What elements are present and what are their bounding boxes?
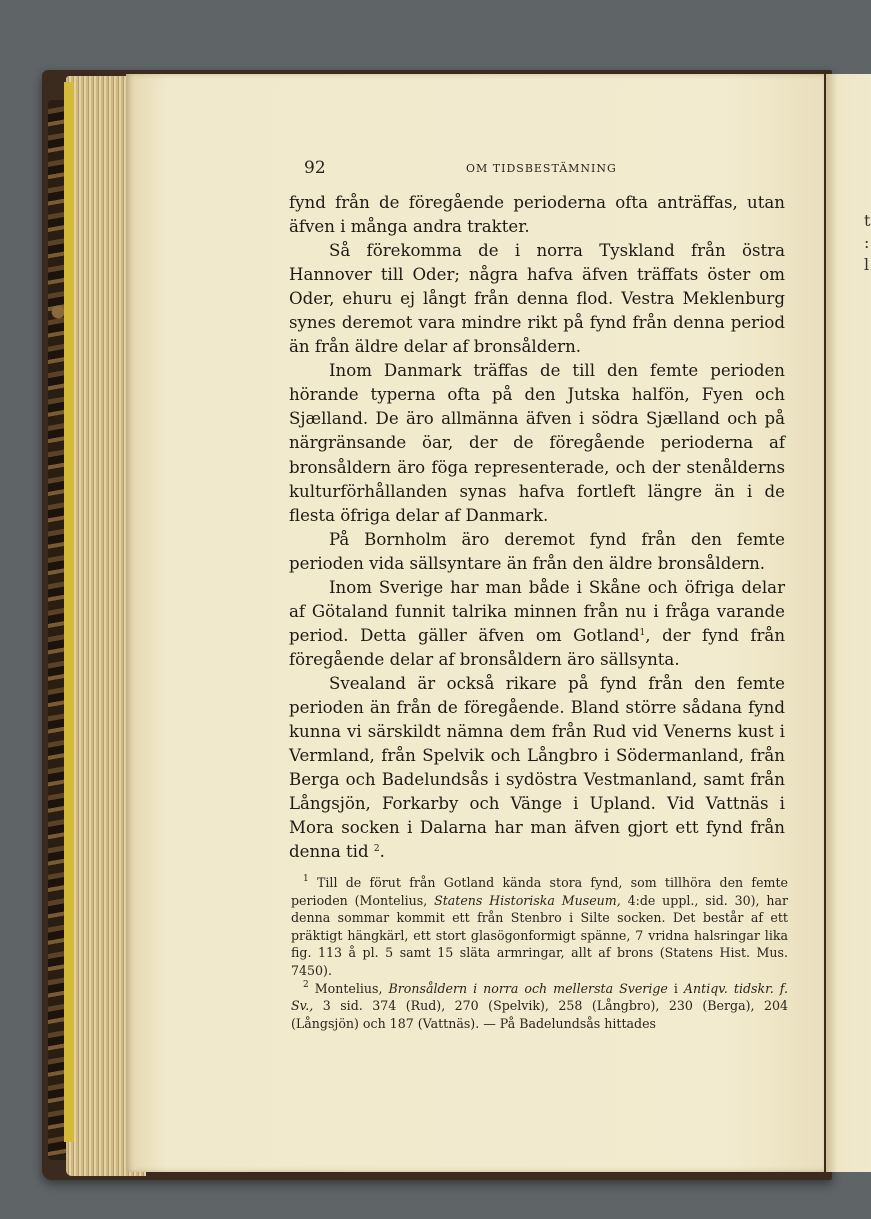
page-header	[304, 158, 784, 182]
footnote-2	[291, 980, 788, 1033]
page-number: 92	[304, 158, 326, 178]
footnote-text: Montelius,	[314, 980, 383, 996]
footnote-italic: Bronsåldern i norra och mellersta Sverige	[388, 980, 668, 996]
facing-page-marks: t : l	[864, 211, 871, 274]
paragraph: fynd från de föregående perioderna ofta anträffas, utan äfven i många andra trakter.	[289, 193, 785, 237]
footnote-ref: 1	[639, 627, 646, 638]
paragraph: Inom Danmark träffas de till den femte perioden hörande typerna ofta på den Jutska halfön, Fyen och Sjælland. De äro allmänna äfven i södra Sjælland och på närgränsande öar, der de föregående perioderna af bronsåldern äro föga representerade, och der stenålderns kulturförhållanden synas hafva fortleft längre än i de flesta öfriga delar af Danmark.	[289, 361, 785, 525]
paragraph-text: , der fynd från föregående delar af bronsåldern äro sällsynta.	[289, 625, 786, 669]
yellow-edge-strip	[64, 82, 74, 1142]
footnote-italic: Statens Historiska Museum,	[434, 892, 621, 908]
footnote-mark: 2	[303, 979, 309, 990]
paragraph	[289, 672, 785, 864]
footnote-ref: 2	[373, 844, 380, 855]
footnote-text: i	[673, 980, 678, 996]
footnote-text: 4:de uppl., sid. 30), har denna sommar kommit ett från Stenbro i Silte socken. Det består af ett präktigt hängkärl, ett stort glasögonformigt spänne, 7 vridna halsringar lika fig. 113 å pl. 5 samt 15 släta armringar, allt af brons (Statens Hist. Mus. 7450).	[291, 892, 788, 978]
body-text	[289, 191, 785, 864]
paragraph	[289, 576, 785, 672]
footnotes	[291, 874, 788, 1032]
footnote-mark: 1	[303, 874, 309, 884]
paragraph: Så förekomma de i norra Tyskland från östra Hannover till Oder; några hafva äfven träffats öster om Oder, ehuru ej långt från denna flod. Vestra Meklenburg synes deremot vara mindre rikt på fynd från denna period än från äldre delar af bronsåldern.	[289, 241, 785, 357]
paragraph-text: .	[379, 842, 385, 862]
running-title: OM TIDSBESTÄMNING	[466, 162, 617, 175]
footnote-text: 3 sid. 374 (Rud), 270 (Spelvik), 258 (Långbro), 230 (Berga), 204 (Långsjön) och 187 (Vattnäs). — På Badelundsås hittades	[291, 998, 788, 1031]
footnote-text: Till de förut från Gotland kända stora fynd, som tillhöra den femte perioden (Montelius,	[291, 875, 788, 908]
paragraph-text: Svealand är också rikare på fynd från den femte perioden än från de föregående. Bland större sådana fynd kunna vi särskildt nämna dem från Rud vid Venerns kust i Vermland, från Spelvik och Långbro i Södermanland, från Berga och Badelundsås i sydöstra Vestmanland, samt från Långsjön, Forkarby och Vänge i Upland. Vid Vattnäs i Mora socken i Dalarna har man äfven gjort ett fynd från denna tid	[289, 673, 785, 862]
paragraph: På Bornholm äro deremot fynd från den femte perioden vida sällsyntare än från den äldre bronsåldern.	[289, 529, 785, 573]
paragraph-text: Inom Sverige har man både i Skåne och öfriga delar af Götaland funnit talrika minnen från nu i fråga varande period. Detta gäller äfven om Gotland	[289, 577, 785, 645]
footnote-1	[291, 874, 788, 980]
footnote-italic: Antiqv. tidskr. f. Sv.,	[291, 980, 789, 1014]
